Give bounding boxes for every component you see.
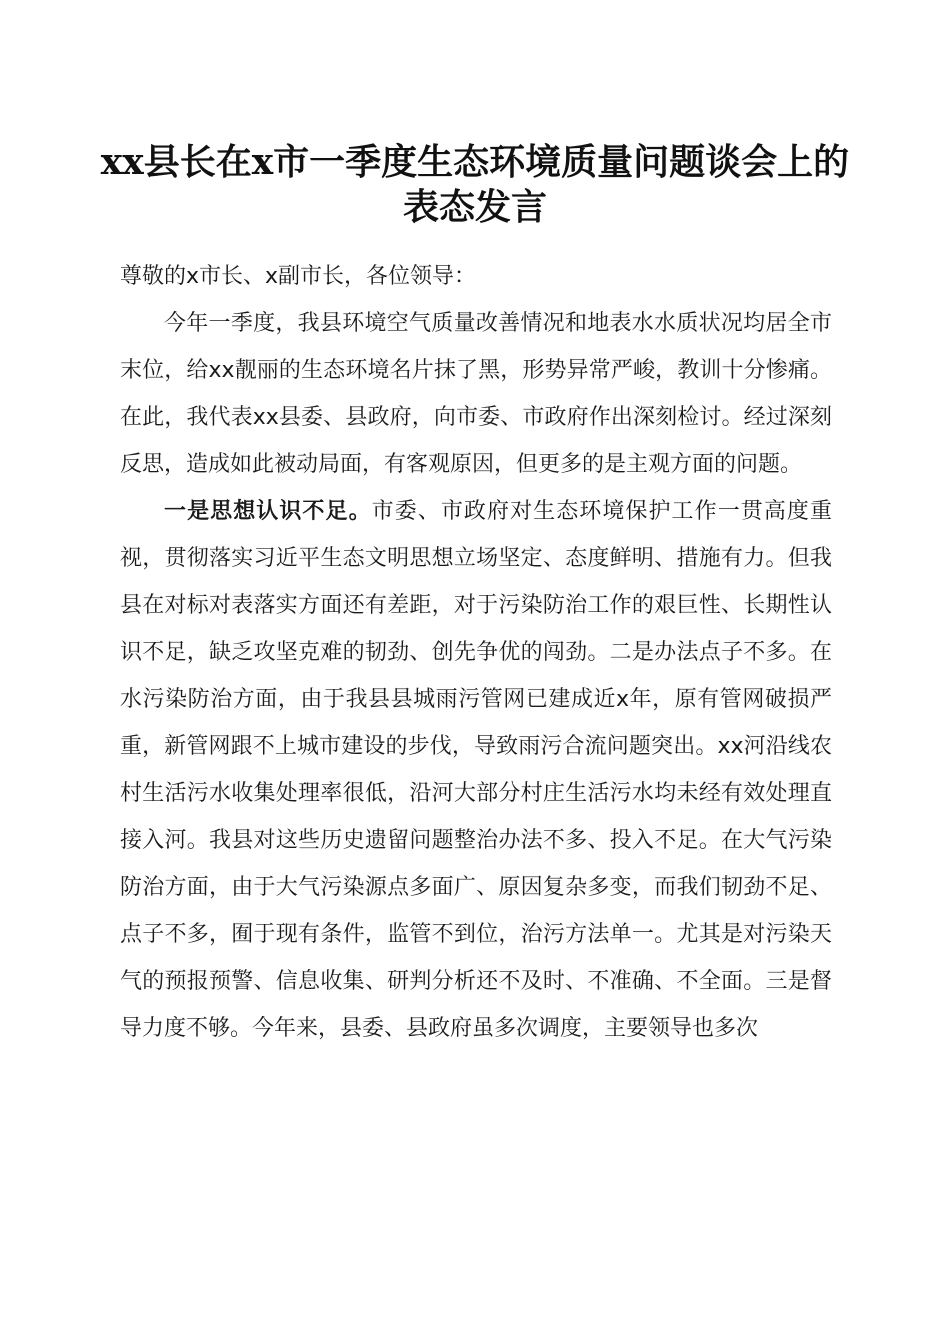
document-body xyxy=(120,253,832,1052)
paragraph-2-body: 市委、市政府对生态环境保护工作一贯高度重视，贯彻落实习近平生态文明思想立场坚定、态度鲜明、措施有力。但我县在对标对表落实方面还有差距，对于污染防治工作的艰巨性、长期性认识不足，缺乏攻坚克难的韧劲、创先争优的闯劲。二是办法点子不多。在水污染防治方面，由于我县县城雨污管网已建成近x年，原有管网破损严重，新管网跟不上城市建设的步伐，导致雨污合流问题突出。xx河沿线农村生活污水收集处理率很低，沿河大部分村庄生活污水均未经有效处理直接入河。我县对这些历史遗留问题整治办法不多、投入不足。在大气污染防治方面，由于大气污染源点多面广、原因复杂多变，而我们韧劲不足、点子不多，囿于现有条件，监管不到位，治污方法单一。尤其是对污染天气的预报预警、信息收集、研判分析还不及时、不准确、不全面。三是督导力度不够。今年来，县委、县政府虽多次调度，主要领导也多次 xyxy=(120,499,832,1041)
salutation: 尊敬的x市长、x副市长，各位领导： xyxy=(120,264,477,289)
paragraph-1: 今年一季度，我县环境空气质量改善情况和地表水水质状况均居全市末位，给xx靓丽的生态环境名片抹了黑，形势异常严峻，教训十分惨痛。在此，我代表xx县委、县政府，向市委、市政府作出深刻检讨。经过深刻反思，造成如此被动局面，有客观原因，但更多的是主观方面的问题。 xyxy=(120,311,832,477)
paragraph-2-lead: 一是思想认识不足。 xyxy=(164,499,372,524)
paragraph-2 xyxy=(120,488,832,1052)
document-title: xx县长在x市一季度生态环境质量问题谈会上的表态发言 xyxy=(100,141,850,228)
